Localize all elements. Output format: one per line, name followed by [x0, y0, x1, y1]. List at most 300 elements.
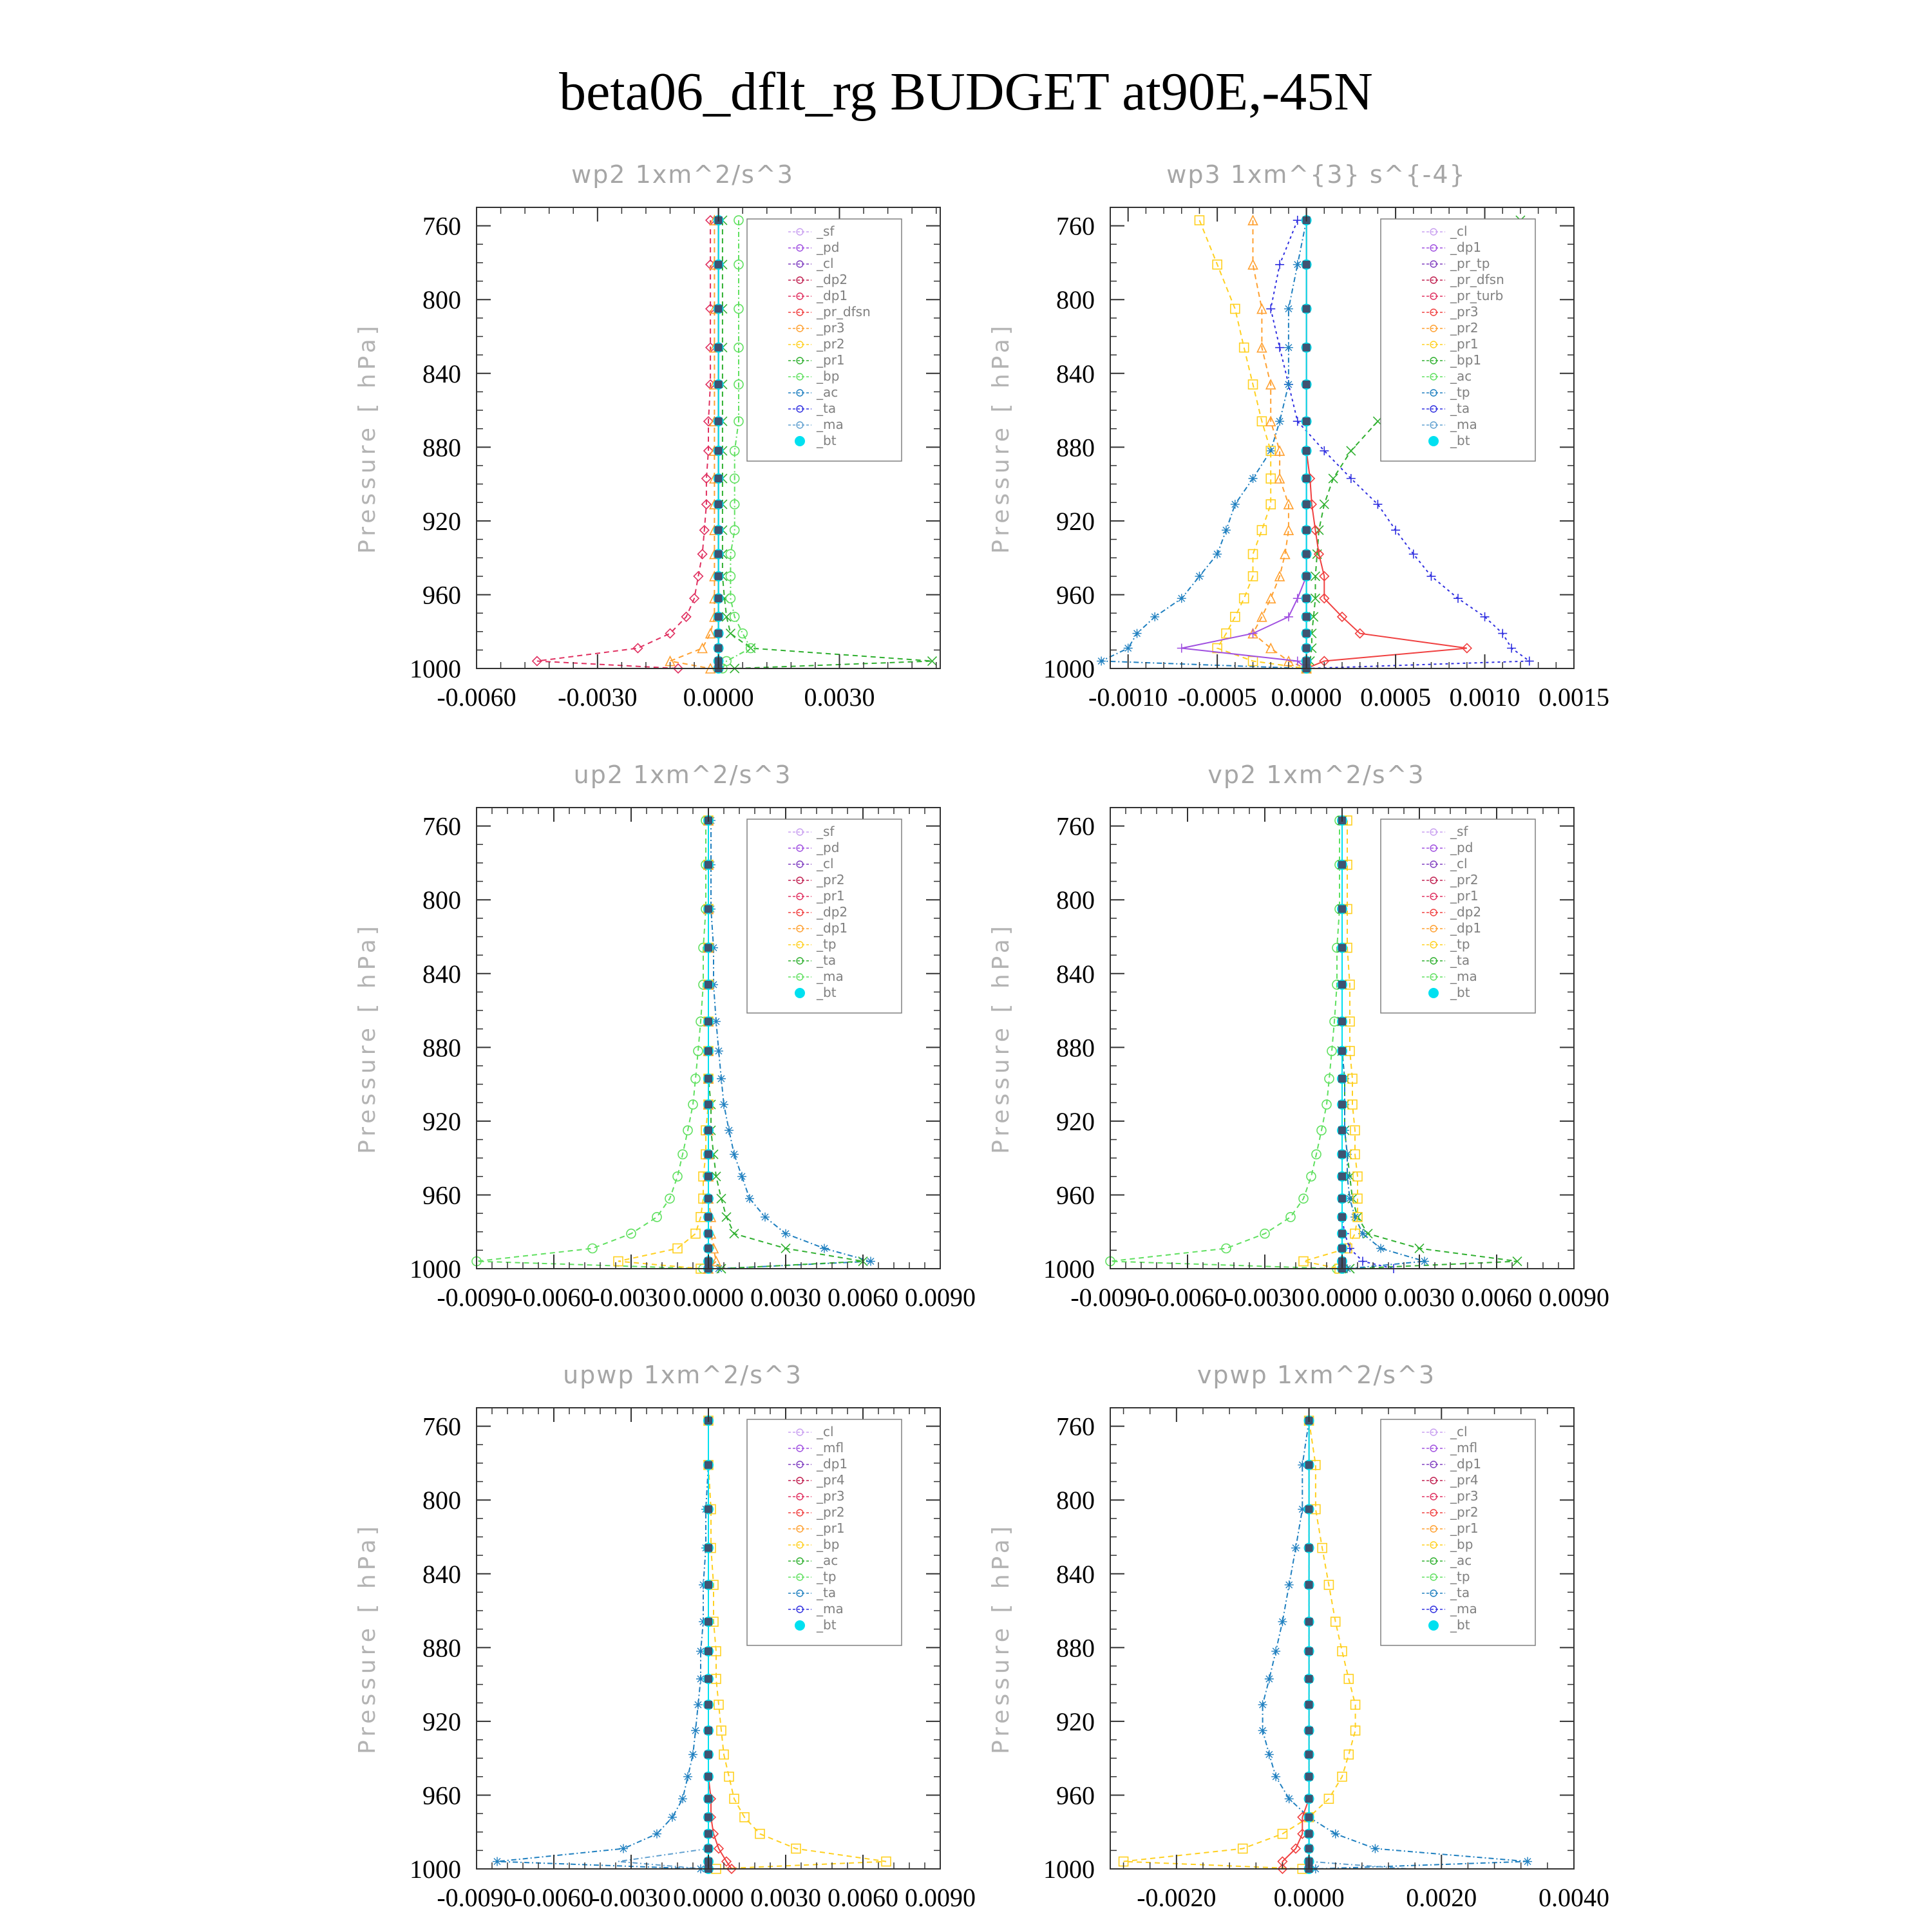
data-point [1525, 657, 1534, 666]
data-point [1257, 526, 1266, 535]
data-point [705, 1581, 712, 1589]
data-point [715, 500, 723, 508]
data-point [1305, 1773, 1313, 1781]
data-point [1338, 1018, 1346, 1025]
y-tick-label: 840 [1056, 359, 1095, 388]
y-axis-label: Pressure [ hPa] [988, 322, 1014, 554]
data-point [761, 1213, 770, 1222]
legend-swatch [795, 436, 805, 446]
y-tick-label: 1000 [1043, 1855, 1095, 1884]
data-point [715, 417, 723, 425]
legend-label: _pr1 [817, 1520, 845, 1536]
data-point [1240, 343, 1249, 352]
data-point [1320, 500, 1329, 509]
y-tick-label: 760 [422, 1412, 461, 1441]
data-point [705, 1727, 712, 1734]
legend-label: _ta [1450, 401, 1470, 416]
data-point [1177, 643, 1186, 652]
series-bt [1304, 1416, 1314, 1874]
data-point [705, 1618, 712, 1625]
y-tick-label: 800 [422, 1486, 461, 1515]
data-point [1331, 1830, 1340, 1839]
data-point [715, 613, 723, 621]
series-line [497, 1421, 708, 1869]
data-point [1303, 573, 1311, 580]
y-tick-label: 800 [422, 285, 461, 315]
data-point [730, 1229, 739, 1238]
data-point [820, 1244, 829, 1253]
legend-label: _dp1 [1450, 920, 1482, 936]
legend-label: _tp [1450, 1569, 1470, 1584]
legend-swatch [795, 1620, 805, 1631]
legend-label: _ta [1450, 952, 1470, 968]
x-tick-label: 0.0060 [828, 1283, 898, 1312]
legend [747, 219, 902, 461]
y-tick-label: 960 [422, 580, 461, 610]
x-tick-label: -0.0030 [1225, 1283, 1305, 1312]
data-point [705, 1544, 712, 1552]
data-point [705, 1173, 712, 1180]
legend-label: _dp2 [817, 272, 848, 287]
series-dp1 [1177, 216, 1311, 673]
legend [1381, 1419, 1535, 1645]
legend-label: _cl [817, 856, 834, 871]
data-point [705, 944, 712, 952]
legend-label: _tp [817, 936, 837, 952]
x-tick-label: 0.0030 [750, 1283, 821, 1312]
series-line [477, 820, 706, 1269]
data-point [1240, 594, 1249, 603]
data-point [715, 475, 723, 482]
series-dp1 [1106, 816, 1344, 1273]
data-point [724, 1772, 734, 1781]
data-point [705, 1075, 712, 1083]
legend-label: _sf [1450, 824, 1468, 839]
data-point [1338, 1213, 1346, 1221]
x-tick-label: -0.0030 [558, 683, 638, 712]
data-point [726, 629, 735, 638]
data-point [1231, 305, 1240, 314]
data-point [1329, 474, 1338, 483]
chart-panel-6 [988, 1361, 1609, 1912]
legend-label: _bt [1450, 1617, 1470, 1633]
x-tick-label: 0.0015 [1539, 683, 1609, 712]
data-point [1338, 861, 1346, 869]
legend-label: _ta [1450, 1585, 1470, 1600]
series-bt [703, 815, 714, 1274]
data-point [719, 1100, 728, 1109]
data-point [1303, 644, 1311, 652]
data-point [1303, 417, 1311, 425]
legend-label: _dp1 [1450, 1456, 1482, 1472]
data-point [1275, 343, 1284, 352]
data-point [1338, 1075, 1346, 1083]
x-tick-label: 0.0000 [683, 683, 754, 712]
data-point [1338, 1195, 1346, 1202]
x-tick-label: -0.0090 [1070, 1283, 1150, 1312]
legend-label: _bt [1450, 433, 1470, 448]
data-point [1338, 1047, 1346, 1055]
legend-label: _pr1 [1450, 1520, 1479, 1536]
data-point [1303, 344, 1311, 352]
x-tick-label: 0.0060 [828, 1883, 898, 1912]
y-tick-label: 840 [1056, 959, 1095, 989]
series-line [1110, 820, 1340, 1269]
data-point [1338, 981, 1346, 989]
legend [747, 1419, 902, 1645]
y-tick-label: 960 [1056, 580, 1095, 610]
y-tick-label: 920 [1056, 1707, 1095, 1736]
legend-label: _dp1 [1450, 240, 1482, 255]
x-tick-label: 0.0090 [905, 1283, 976, 1312]
data-point [705, 1047, 712, 1055]
x-tick-label: -0.0060 [437, 683, 516, 712]
y-axis-label: Pressure [ hPa] [354, 1522, 381, 1754]
x-tick-label: 0.0000 [1271, 683, 1342, 712]
x-tick-label: 0.0060 [1461, 1283, 1532, 1312]
y-tick-label: 880 [1056, 433, 1095, 462]
chart-panel-3 [354, 761, 976, 1312]
data-point [715, 305, 723, 313]
data-point [1097, 657, 1106, 666]
legend-label: _tp [1450, 384, 1470, 400]
x-tick-label: 0.0090 [905, 1883, 976, 1912]
data-point [1303, 305, 1311, 313]
legend-label: _mfl [1450, 1440, 1478, 1455]
data-point [715, 573, 723, 580]
x-tick-label: 0.0020 [1406, 1883, 1477, 1912]
x-tick-label: -0.0005 [1177, 683, 1257, 712]
data-point [1195, 572, 1204, 581]
y-axis-label: Pressure [ hPa] [354, 322, 381, 554]
x-tick-label: -0.0060 [1148, 1283, 1227, 1312]
data-point [714, 1046, 723, 1056]
y-axis-label: Pressure [ hPa] [988, 922, 1014, 1154]
data-point [705, 1126, 712, 1134]
data-point [1303, 594, 1311, 602]
data-point [1305, 1544, 1313, 1552]
data-point [705, 1101, 712, 1108]
series-pr1 [1299, 816, 1362, 1273]
legend-label: _pr2 [817, 336, 845, 352]
data-point [1303, 500, 1311, 508]
legend-label: _ta [817, 401, 837, 416]
data-point [1286, 1213, 1295, 1222]
data-point [705, 1795, 712, 1803]
data-point [1305, 1506, 1313, 1513]
legend-label: _dp2 [1450, 904, 1482, 920]
data-point [1305, 1461, 1313, 1469]
data-point [1303, 447, 1311, 455]
legend-label: _sf [817, 824, 835, 839]
data-point [1338, 944, 1346, 952]
data-point [737, 1172, 746, 1181]
data-point [688, 1750, 697, 1759]
series-pr2 [1249, 216, 1311, 673]
data-point [715, 447, 723, 455]
data-point [1305, 1647, 1313, 1655]
data-point [705, 1018, 712, 1025]
data-point [1305, 1844, 1313, 1852]
y-tick-label: 1000 [1043, 1255, 1095, 1283]
panel-title: wp2 1xm^2/s^3 [571, 160, 794, 189]
legend-label: _cl [1450, 856, 1468, 871]
y-tick-label: 1000 [410, 1855, 461, 1884]
data-point [1338, 1173, 1346, 1180]
y-tick-label: 800 [1056, 285, 1095, 315]
data-point [1344, 1750, 1353, 1759]
legend-label: _pr2 [1450, 1504, 1479, 1520]
data-point [1265, 1674, 1274, 1683]
legend [747, 819, 902, 1013]
y-tick-label: 960 [422, 1781, 461, 1810]
legend-label: _pd [1450, 840, 1473, 855]
data-point [722, 1213, 731, 1222]
y-tick-label: 880 [1056, 1633, 1095, 1663]
data-point [1305, 1727, 1313, 1734]
data-point [1303, 261, 1311, 269]
data-point [705, 1506, 712, 1513]
y-tick-label: 800 [1056, 1486, 1095, 1515]
data-point [1303, 613, 1311, 621]
legend-label: _dp1 [817, 920, 848, 936]
series-line [1200, 220, 1307, 668]
legend-label: _ma [1450, 1601, 1477, 1616]
y-tick-label: 1000 [410, 654, 461, 683]
data-point [1266, 305, 1275, 314]
data-point [1454, 594, 1463, 603]
data-point [705, 1844, 712, 1852]
panel-title: wp3 1xm^{3} s^{-4} [1166, 160, 1466, 189]
legend-label: _bp [1450, 1537, 1473, 1552]
data-point [1338, 1647, 1347, 1656]
data-point [1420, 1257, 1429, 1266]
y-tick-label: 760 [422, 211, 461, 241]
y-tick-label: 920 [422, 1707, 461, 1736]
legend-swatch [1428, 436, 1439, 446]
x-tick-label: 0.0090 [1539, 1283, 1609, 1312]
data-point [1285, 1580, 1294, 1589]
data-point [715, 594, 723, 602]
data-point [1338, 1126, 1346, 1134]
y-tick-label: 1000 [410, 1255, 461, 1283]
data-point [1293, 417, 1302, 426]
y-tick-label: 760 [1056, 811, 1095, 841]
panel-title: up2 1xm^2/s^3 [573, 761, 792, 789]
x-tick-label: 0.0030 [804, 683, 875, 712]
legend-label: _ac [1450, 1553, 1472, 1568]
y-tick-label: 920 [422, 1106, 461, 1136]
legend-label: _ta [817, 1585, 837, 1600]
data-point [724, 1126, 734, 1135]
data-point [1376, 1244, 1385, 1253]
y-tick-label: 760 [1056, 1412, 1095, 1441]
legend-label: _pr2 [1450, 320, 1479, 336]
data-point [1265, 1750, 1274, 1759]
data-point [1338, 1244, 1346, 1252]
legend-label: _pr1 [817, 352, 845, 368]
data-point [1370, 1844, 1379, 1853]
data-point [678, 1794, 687, 1803]
legend-label: _cl [817, 256, 834, 271]
series-bt [1302, 215, 1312, 674]
legend-label: _pr3 [817, 1488, 845, 1504]
y-tick-label: 1000 [1043, 654, 1095, 683]
series-pr1 [614, 816, 713, 1273]
figure-title: beta06_dflt_rg BUDGET at90E,-45N [559, 62, 1373, 122]
x-tick-label: -0.0060 [514, 1883, 594, 1912]
data-point [705, 1701, 712, 1709]
data-point [1177, 594, 1186, 603]
data-point [1305, 1581, 1313, 1589]
legend-label: _cl [1450, 1424, 1468, 1439]
chart-panel-5 [354, 1361, 976, 1912]
legend [1381, 819, 1535, 1013]
legend [1381, 219, 1535, 461]
series-ma [618, 1421, 708, 1869]
data-point [715, 261, 723, 269]
legend-label: _pd [817, 240, 840, 255]
data-point [1124, 643, 1133, 652]
legend-swatch [1428, 1620, 1439, 1631]
legend-label: _dp1 [817, 1456, 848, 1472]
legend-label: _cl [817, 1424, 834, 1439]
y-tick-label: 760 [422, 811, 461, 841]
data-point [705, 861, 712, 869]
legend-label: _pr_dfsn [1450, 272, 1504, 287]
series-tp [1097, 216, 1311, 673]
legend-label: _pr2 [1450, 872, 1479, 887]
data-point [619, 1844, 628, 1853]
x-tick-label: 0.0000 [673, 1283, 744, 1312]
legend-label: _bt [817, 433, 837, 448]
x-tick-label: 0.0000 [1273, 1883, 1345, 1912]
legend-label: _ma [817, 417, 844, 432]
data-point [1305, 1618, 1313, 1625]
legend-label: _ma [1450, 417, 1477, 432]
legend-label: _pr2 [817, 1504, 845, 1520]
legend-label: _bp [817, 1537, 840, 1552]
data-point [694, 1700, 703, 1709]
data-point [1338, 1101, 1346, 1108]
data-point [1338, 905, 1346, 913]
data-point [705, 1195, 712, 1202]
data-point [1133, 629, 1142, 638]
legend-label: _tp [1450, 936, 1470, 952]
data-point [1305, 1795, 1313, 1803]
data-point [673, 1172, 682, 1181]
legend-label: _pd [817, 840, 840, 855]
series-line [537, 220, 710, 668]
data-point [1523, 1857, 1532, 1866]
legend-label: _pr1 [1450, 336, 1479, 352]
chart-panel-4 [988, 761, 1609, 1312]
data-point [1231, 500, 1240, 509]
data-point [1284, 380, 1293, 389]
data-point [866, 1257, 875, 1266]
data-point [1338, 1230, 1346, 1238]
x-tick-label: -0.0010 [1088, 683, 1168, 712]
legend-label: _pr_dfsn [817, 304, 871, 319]
data-point [1293, 260, 1302, 269]
data-point [705, 1461, 712, 1469]
legend-label: _dp2 [817, 904, 848, 920]
x-tick-label: 0.0000 [1307, 1283, 1378, 1312]
legend-label: _ac [1450, 368, 1472, 384]
x-tick-label: 0.0005 [1360, 683, 1432, 712]
data-point [1284, 343, 1293, 352]
y-tick-label: 800 [422, 886, 461, 915]
data-point [1305, 1701, 1313, 1709]
legend-label: _bt [817, 985, 837, 1000]
data-point [1275, 417, 1284, 426]
legend-label: _ac [817, 384, 838, 400]
x-tick-label: -0.0030 [591, 1283, 671, 1312]
data-point [1293, 216, 1302, 225]
series-pr1 [1195, 216, 1311, 673]
data-point [705, 1230, 712, 1238]
y-tick-label: 840 [422, 1559, 461, 1589]
data-point [738, 629, 747, 638]
legend-label: _dp1 [817, 288, 848, 303]
panel-title: vp2 1xm^2/s^3 [1208, 761, 1425, 789]
data-point [1284, 305, 1293, 314]
legend-label: _pr1 [817, 888, 845, 904]
series-line [1253, 220, 1307, 668]
data-point [1249, 474, 1258, 483]
y-axis-label: Pressure [ hPa] [988, 1522, 1014, 1754]
y-tick-label: 960 [422, 1180, 461, 1210]
x-tick-label: -0.0020 [1137, 1883, 1217, 1912]
data-point [705, 1814, 712, 1821]
series-line [1124, 1421, 1356, 1869]
data-point [705, 1830, 712, 1838]
data-point [1347, 446, 1356, 455]
data-point [1307, 1172, 1316, 1181]
y-tick-label: 840 [422, 959, 461, 989]
data-point [1222, 526, 1231, 535]
legend-label: _pr_turb [1450, 288, 1504, 303]
data-point [730, 1150, 739, 1159]
series-pr1 [1119, 1416, 1360, 1873]
y-tick-label: 920 [422, 506, 461, 536]
data-point [652, 1213, 661, 1222]
data-point [1415, 1244, 1424, 1253]
data-point [715, 526, 723, 534]
data-point [493, 1857, 502, 1866]
legend-label: _bt [817, 1617, 837, 1633]
y-tick-label: 800 [1056, 886, 1095, 915]
data-point [683, 1772, 692, 1781]
data-point [698, 643, 707, 652]
x-tick-label: -0.0090 [437, 1283, 516, 1312]
y-tick-label: 840 [422, 359, 461, 388]
legend-swatch [795, 988, 805, 998]
data-point [1303, 381, 1311, 388]
x-tick-label: -0.0030 [591, 1883, 671, 1912]
data-point [705, 981, 712, 989]
x-tick-label: 0.0000 [673, 1883, 744, 1912]
series-bt [703, 1416, 714, 1874]
legend-label: _tp [817, 1569, 837, 1584]
legend-label: _ta [817, 952, 837, 968]
data-point [715, 550, 723, 558]
legend-label: _cl [1450, 223, 1468, 239]
data-point [705, 1773, 712, 1781]
data-point [1284, 612, 1293, 621]
data-point [1481, 612, 1490, 621]
data-point [1278, 1617, 1287, 1626]
